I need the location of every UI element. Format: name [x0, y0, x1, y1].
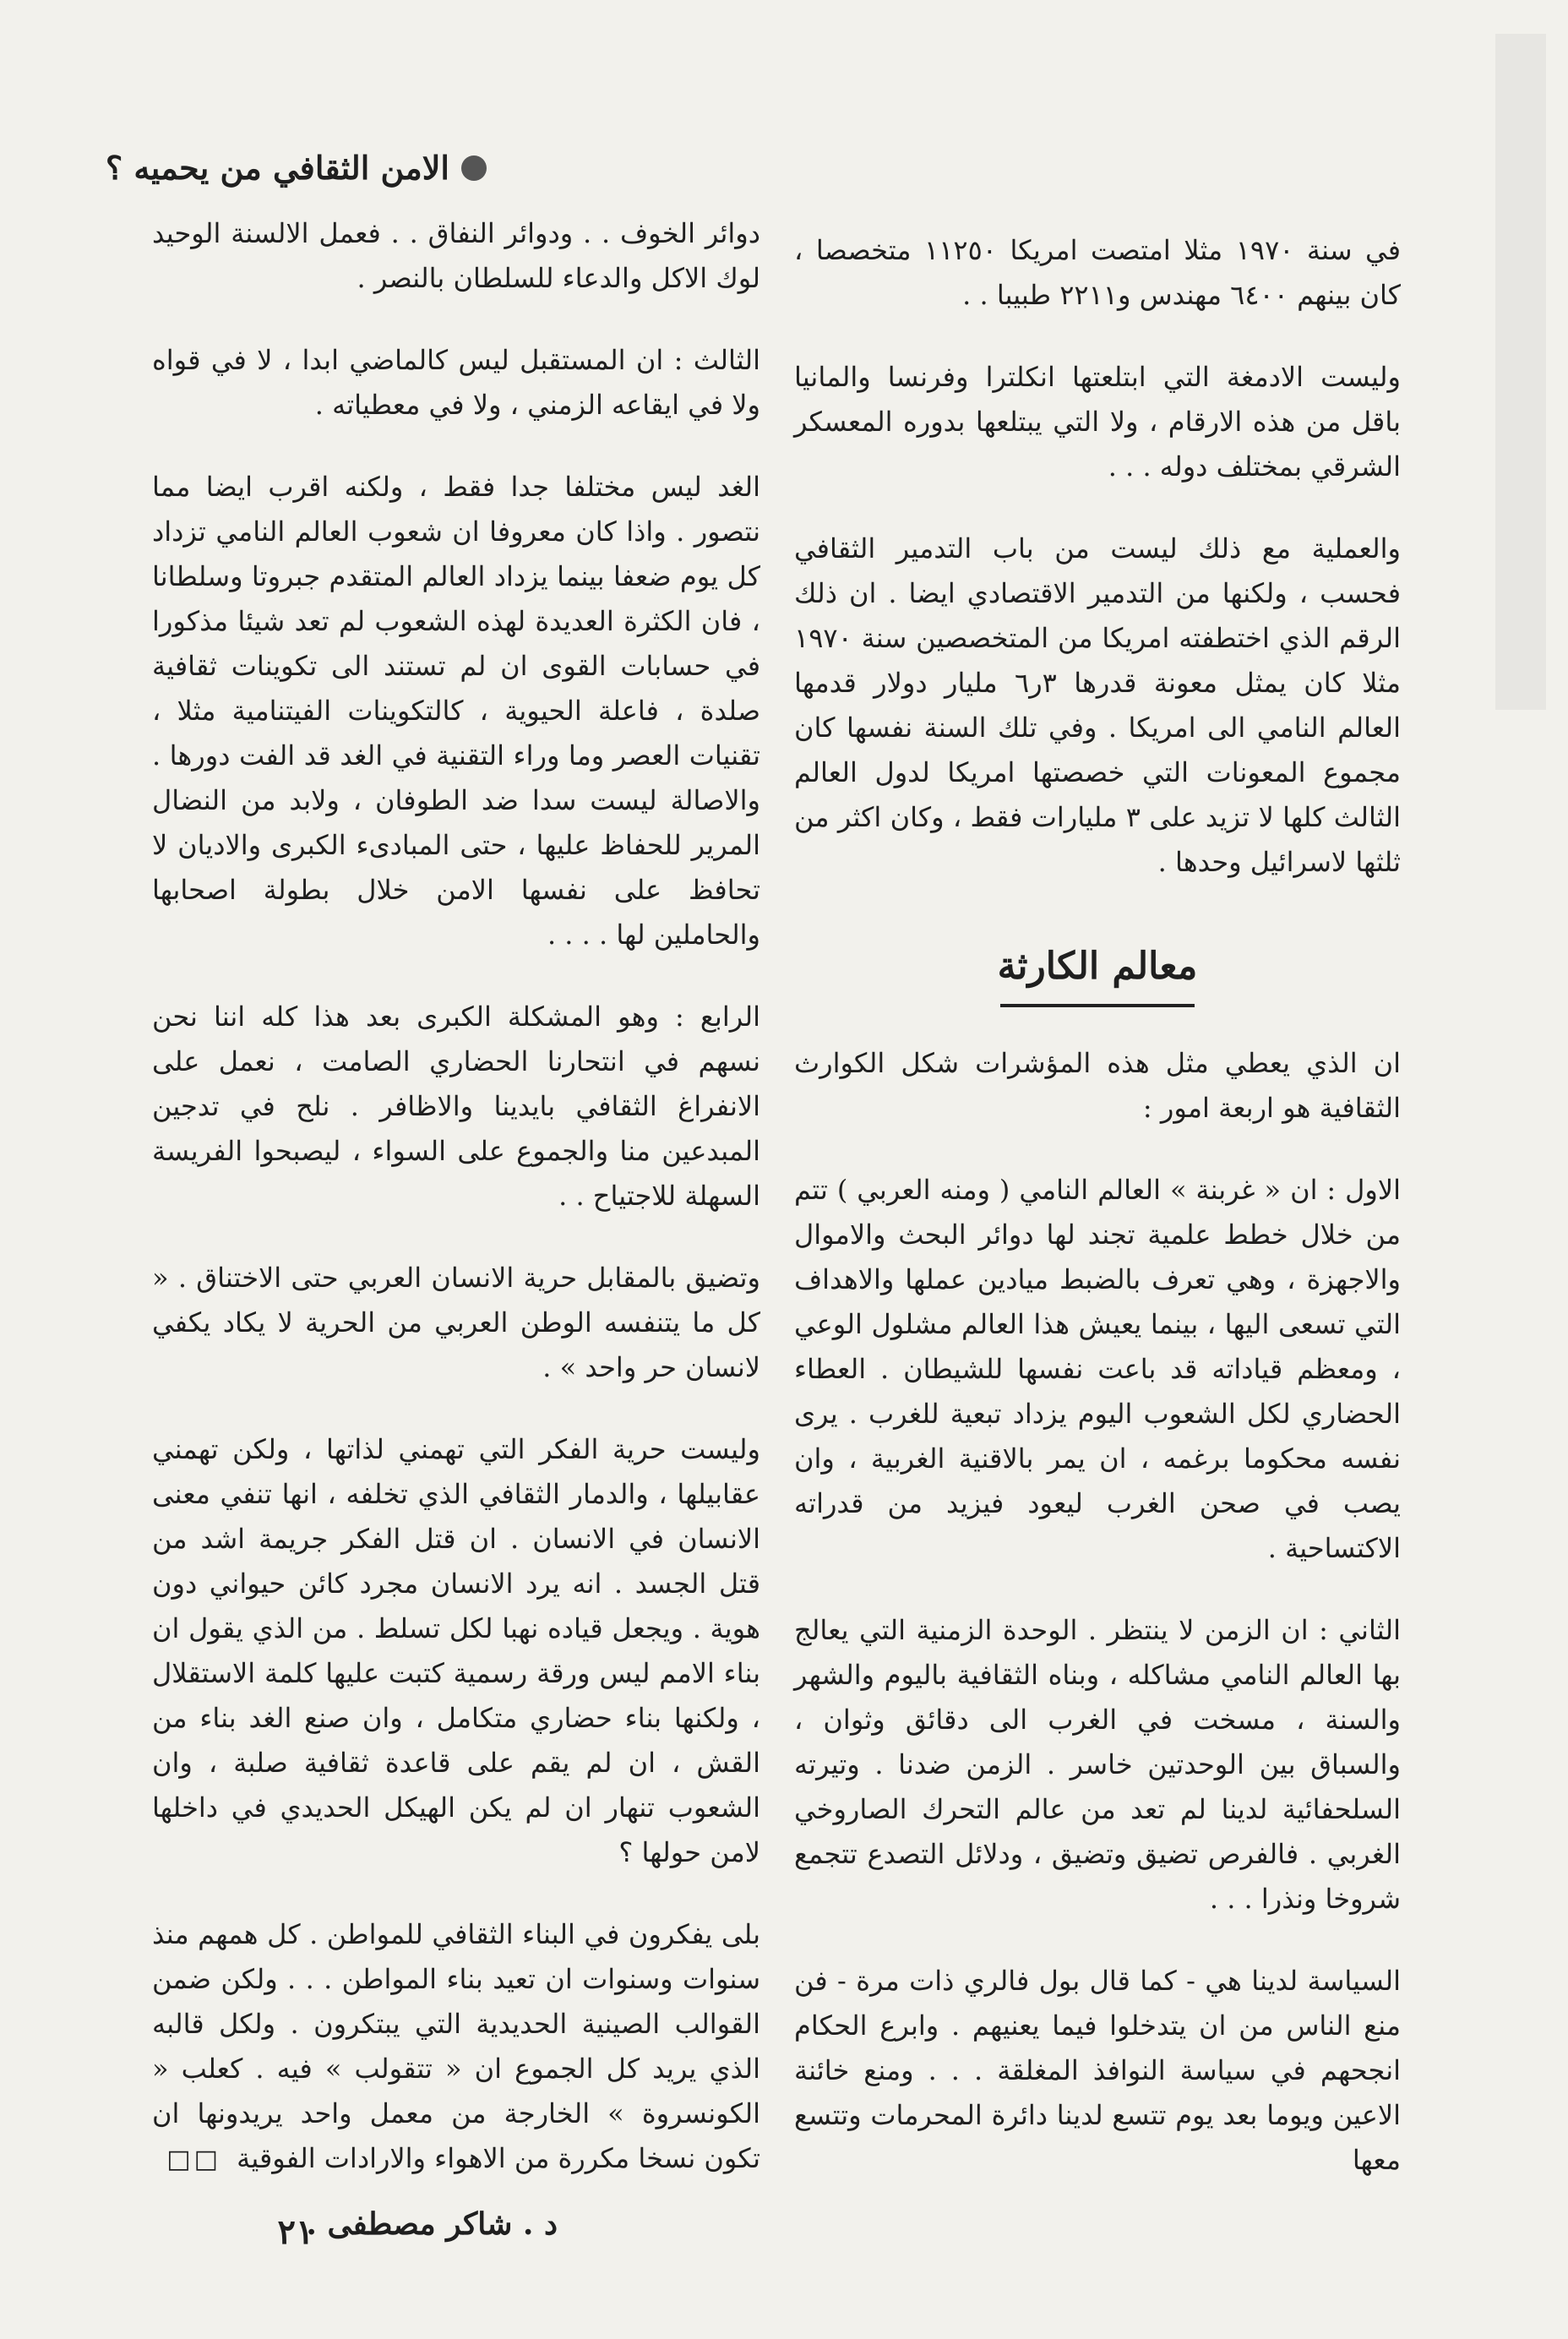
paragraph: الغد ليس مختلفا جدا فقط ، ولكنه اقرب ايضا مما نتصور . واذا كان معروفا ان شعوب العالم النامي تزداد كل يوم ضعفا بينما يزداد العالم المتقدم جبروتا وسلطانا ، فان الكثرة العديدة لهذه الشعوب لم تعد شيئا مذكورا في حسابات القوى ان لم تستند الى تكوينات ثقافية صلدة ، فاعلة الحيوية ، كالتكوينات الفيتنامية مثلا ، تقنيات العصر وما وراء التقنية في الغد قد الفت دورها . والاصالة ليست سدا ضد الطوفان ، ولابد من النضال المرير للحفاظ عليها ، حتى المبادىء الكبرى والاديان لا تحافظ على نفسها الامن خلال بطولة اصحابها والحاملين لها . . . . [152, 471, 760, 951]
bullet-dot-icon [461, 155, 487, 181]
paragraph: وليست الادمغة التي ابتلعتها انكلترا وفرنسا والمانيا باقل من هذه الارقام ، ولا التي يبتلعها بدوره المعسكر الشرقي بمختلف دوله . . . [794, 361, 1402, 483]
right-column [794, 228, 1401, 2220]
heading-underline [1000, 1004, 1195, 1007]
running-head [106, 149, 487, 187]
paragraph-text: بلى يفكرون في البناء الثقافي للمواطن . كل همهم منذ سنوات وسنوات ان تعيد بناء المواطن . . . ولكن ضمن القوالب الصينية الحديدية التي يبتكرون . ولكل قالبه الذي يريد كل الجموع ان « تتقولب » فيه . كعلب « الكونسروة » الخارجة من معمل واحد يريدونها ان تكون نسخا مكررة من الاهواء والارادات الفوقية [152, 1918, 761, 2174]
paragraph: الرابع : وهو المشكلة الكبرى بعد هذا كله اننا نحن نسهم في انتحارنا الحضاري الصامت ، نعمل على الانفراغ الثقافي بايدينا والاظافر . نلح في تدجين المبدعين منا والجموع على السواء ، ليصبحوا الفريسة السهلة للاجتياح . . [152, 1000, 760, 1212]
paragraph: الاول : ان « غربنة » العالم النامي ( ومنه العربي ) تتم من خلال خطط علمية تجند لها دوائر البحث والاموال والاجهزة ، وهي تعرف بالضبط ميادين عملها والاهداف التي تسعى اليها ، بينما يعيش هذا العالم مشلول الوعي ، ومعظم قياداته قد باعت نفسها للشيطان . العطاء الحضاري لكل الشعوب اليوم يزداد تبعية للغرب . يرى نفسه محكوما برغمه ، ان يمر بالاقنية الغربية ، وان يصب في صحن الغرب ليعود فيزيد من قدراته الاكتساحية . [794, 1174, 1401, 1564]
page-number: ٢١ [277, 2212, 314, 2252]
paragraph: ان الذي يعطي مثل هذه المؤشرات شكل الكوارث الثقافية هو اربعة امور : [794, 1047, 1401, 1124]
paragraph: السياسة لدينا هي - كما قال بول فالري ذات مرة - فن منع الناس من ان يتدخلوا فيما يعنيهم . وابرع الحكام انجحهم في سياسة النوافذ المغلقة . . . ومنع خائنة الاعين ويوما بعد يوم تتسع لدينا دائرة المحرمات وتتسع معها [794, 1965, 1402, 2176]
paragraph: وليست حرية الفكر التي تهمني لذاتها ، ولكن تهمني عقابيلها ، والدمار الثقافي الذي تخلفه ، انها تنفي معنى الانسان في الانسان . ان قتل الفكر جريمة اشد من قتل الجسد . انه يرد الانسان مجرد كائن حيواني دون هوية . ويجعل قياده نهبا لكل تسلط . من الذي يقول ان بناء الامم ليس ورقة رسمية كتبت عليها كلمة الاستقلال ، ولكنها بناء حضاري متكامل ، وان صنع الغد بناء من القش ، ان لم يقم على قاعدة ثقافية صلبة ، وان الشعوب تنهار ان لم يكن الهيكل الحديدي في داخلها لامن حولها ؟ [152, 1433, 760, 1868]
scan-shadow-band [1495, 34, 1546, 710]
paragraph: الثاني : ان الزمن لا ينتظر . الوحدة الزمنية التي يعالج بها العالم النامي مشاكله ، وبناه الثقافية باليوم والشهر والسنة ، مسخت في الغرب الى دقائق وثوان ، والسباق بين الوحدتين خاسر . الزمن ضدنا . وتيرته السلحفائية لدينا لم تعد من عالم التحرك الصاروخي الغربي . فالفرص تضيق وتضيق ، ودلائل التصدع تتجمع شروخا ونذرا . . . [794, 1614, 1401, 1915]
paragraph: والعملية مع ذلك ليست من باب التدمير الثقافي فحسب ، ولكنها من التدمير الاقتصادي ايضا . ان ذلك الرقم الذي اختطفته امريكا من المتخصصين سنة ١٩٧٠ مثلا كان يمثل معونة قدرها ٣ر٦ مليار دولار قدمها العالم النامي الى امريكا . وفي تلك السنة نفسها كان مجموع المعونات التي خصصتها امريكا لدول العالم الثالث كلها لا تزيد على ٣ مليارات فقط ، وكان اكثر من ثلثها لاسرائيل وحدها . [794, 532, 1402, 878]
paragraph-final [152, 1912, 760, 2182]
left-column [152, 211, 760, 2247]
author-signature: د . شاكر مصطفى . [306, 2206, 558, 2242]
end-mark-boxes: □□ [166, 2145, 221, 2174]
section-heading: معالم الكارثة [997, 945, 1198, 988]
paragraph: الثالث : ان المستقبل ليس كالماضي ابدا ، لا في قواه ولا في ايقاعه الزمني ، ولا في معطياته . [152, 344, 761, 421]
paragraph: وتضيق بالمقابل حرية الانسان العربي حتى الاختناق . « كل ما يتنفسه الوطن العربي من الحرية لا يكاد يكفي لانسان حر واحد » . [152, 1262, 760, 1383]
paragraph: دوائر الخوف . . ودوائر النفاق . . فعمل الالسنة الوحيد لوك الاكل والدعاء للسلطان بالنصر . [152, 217, 760, 294]
paragraph: في سنة ١٩٧٠ مثلا امتصت امريكا ١١٢٥٠ متخصصا ، كان بينهم ٦٤٠٠ مهندس و٢٢١١ طبيبا . . [794, 234, 1402, 311]
running-head-text: الامن الثقافي من يحميه ؟ [105, 149, 449, 187]
